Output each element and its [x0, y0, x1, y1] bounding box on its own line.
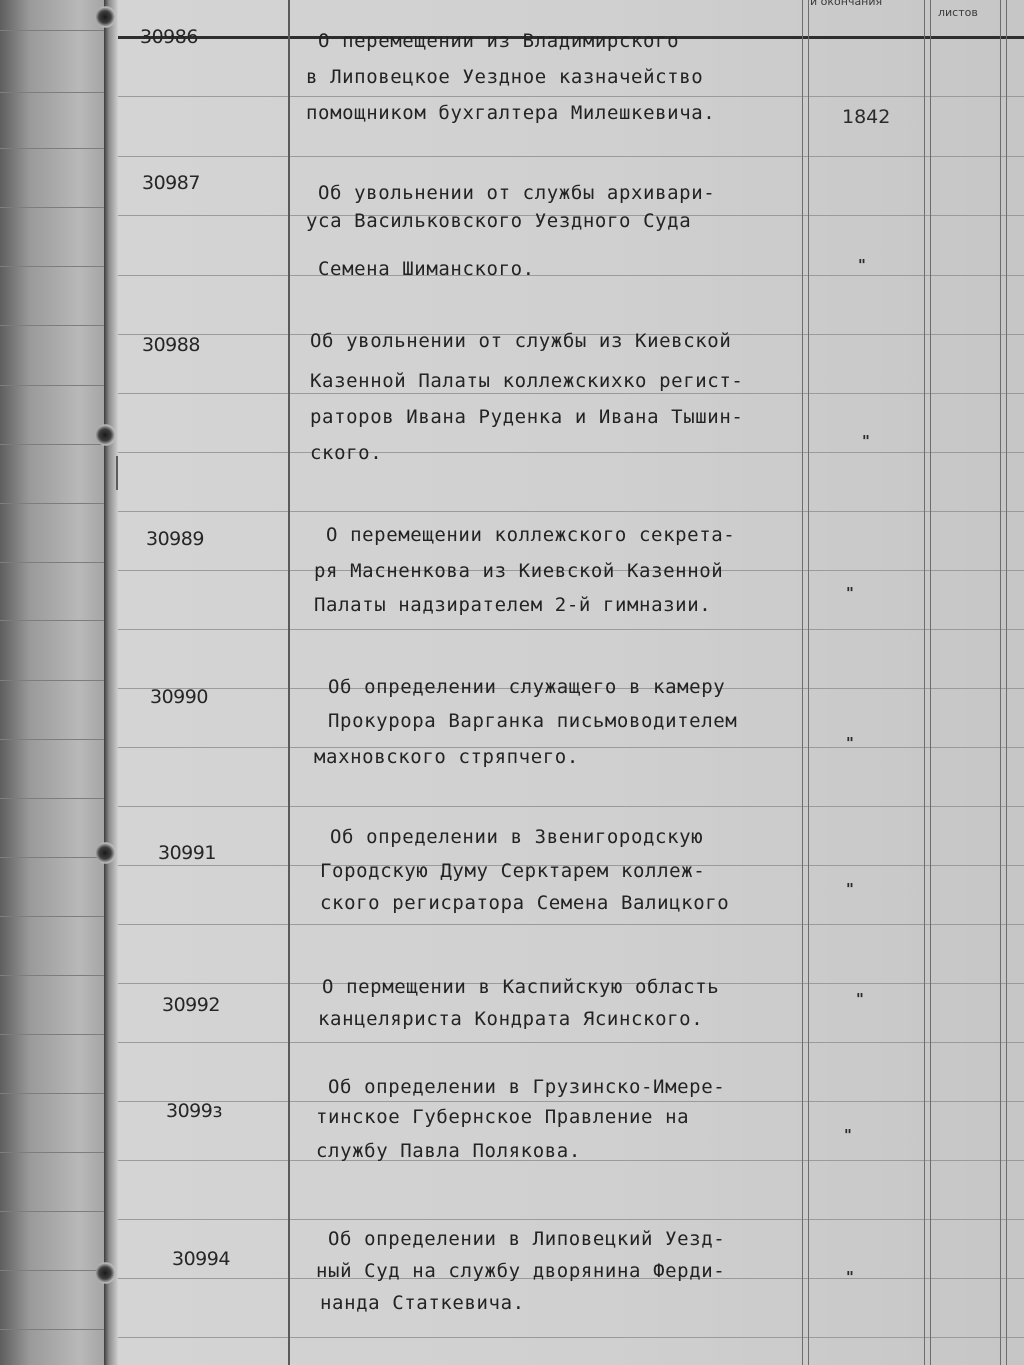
ruled-line [118, 629, 1024, 630]
left-page-rule [0, 739, 106, 740]
entry-text-line: Об определении в Грузинско-Имере- [328, 1076, 726, 1098]
entry-number: 30989 [146, 528, 204, 550]
ditto-mark: " [856, 990, 864, 1008]
ruled-line [118, 1042, 1024, 1043]
book-spine [104, 0, 118, 1365]
entry-number: 30992 [162, 994, 220, 1016]
left-page-rule [0, 148, 106, 149]
left-page-rule [0, 1093, 106, 1094]
column-rule [1000, 0, 1001, 1365]
entry-text-line: О пермещении в Каспийскую область [322, 976, 720, 998]
ruled-line [118, 1219, 1024, 1220]
entry-text-line: О перемещении коллежского секрета- [326, 524, 736, 546]
entry-text-line: Об увольнении от службы из Киевской [310, 330, 732, 352]
ruled-line [118, 452, 1024, 453]
entry-text-line: ского регисратора Семена Валицкого [320, 892, 730, 914]
entry-number: 30991 [158, 842, 216, 864]
left-page-rule [0, 916, 106, 917]
entry-text-line: Прокурора Варганка письмоводителем [328, 710, 738, 732]
entry-text-line: Об увольнении от службы архивари- [318, 182, 716, 204]
ditto-mark: " [844, 1126, 852, 1144]
entry-text-line: нанда Статкевича. [320, 1292, 525, 1314]
entry-text-line: тинское Губернское Правление на [316, 1106, 690, 1128]
pencil-mark [116, 456, 118, 490]
entry-text-line: Казенной Палаты коллежскихко регист- [310, 370, 744, 392]
column-rule [924, 0, 925, 1365]
left-page-rule [0, 975, 106, 976]
entry-number: 30986 [140, 26, 198, 48]
ruled-line [118, 156, 1024, 157]
ruled-line [118, 275, 1024, 276]
ruled-line [118, 1101, 1024, 1102]
left-page-rule [0, 444, 106, 445]
column-header-end-date: и окончания [810, 0, 883, 8]
left-page-rule [0, 266, 106, 267]
entry-text-line: в Липовецкое Уездное казначейство [306, 66, 704, 88]
ditto-mark: " [846, 1268, 854, 1286]
left-page-rule [0, 207, 106, 208]
entry-text-line: канцеляриста Кондрата Ясинского. [318, 1008, 704, 1030]
entry-text-line: махновского стряпчего. [314, 746, 579, 768]
column-header-sheets: листов [938, 6, 978, 19]
entry-text-line: Об определении в Звенигородскую [330, 826, 704, 848]
entry-text-line: ского. [310, 442, 383, 464]
binding-hole [96, 424, 116, 446]
entry-number: 3099з [166, 1100, 222, 1122]
ruled-line [118, 393, 1024, 394]
left-page-rule [0, 562, 106, 563]
entry-text-line: раторов Ивана Руденка и Ивана Тышин- [310, 406, 744, 428]
entry-year: 1842 [842, 106, 891, 128]
entry-number: 30990 [150, 686, 208, 708]
left-page-rule [0, 857, 106, 858]
entry-text-line: ный Суд на службу дворянина Ферди- [316, 1260, 726, 1282]
ruled-line [118, 511, 1024, 512]
ditto-mark: " [846, 880, 854, 898]
ruled-line [118, 1337, 1024, 1338]
entry-text-line: Палаты надзирателем 2-й гимназии. [314, 594, 712, 616]
column-rule [1006, 0, 1007, 1365]
column-rule [288, 0, 290, 1365]
entry-text-line: Семена Шиманского. [318, 258, 535, 280]
left-page-rule [0, 680, 106, 681]
left-page-rule [0, 798, 106, 799]
entry-text-line: Об определении в Липовецкий Уезд- [328, 1228, 726, 1250]
ditto-mark: " [858, 256, 866, 274]
ditto-mark: " [862, 432, 870, 450]
left-page-rule [0, 1211, 106, 1212]
left-page-rule [0, 503, 106, 504]
binding-hole [96, 842, 116, 864]
binding-hole [96, 6, 116, 28]
left-page-rule [0, 30, 106, 31]
entry-text-line: уса Васильковского Уездного Суда [306, 210, 692, 232]
left-page-edge [0, 0, 106, 1365]
left-page-rule [0, 1034, 106, 1035]
left-page-rule [0, 1270, 106, 1271]
column-rule [802, 0, 803, 1365]
column-rule [808, 0, 809, 1365]
entry-number: 30988 [142, 334, 200, 356]
left-page-rule [0, 1152, 106, 1153]
entry-text-line: О перемещении из Владимирского [318, 30, 680, 52]
ruled-line [118, 924, 1024, 925]
entry-text-line: помощником бухгалтера Милешкевича. [306, 102, 716, 124]
left-page-rule [0, 385, 106, 386]
left-page-rule [0, 1329, 106, 1330]
entry-text-line: ря Масненкова из Киевской Казенной [314, 560, 724, 582]
ditto-mark: " [846, 584, 854, 602]
entry-text-line: Городскую Думу Серктарем коллеж- [320, 860, 706, 882]
entry-text-line: Об определении служащего в камеру [328, 676, 726, 698]
entry-number: 30987 [142, 172, 200, 194]
column-rule [930, 0, 931, 1365]
ditto-mark: " [846, 734, 854, 752]
ruled-line [118, 96, 1024, 97]
left-page-rule [0, 325, 106, 326]
binding-hole [96, 1262, 116, 1284]
entry-number: 30994 [172, 1248, 230, 1270]
ruled-line [118, 806, 1024, 807]
left-page-rule [0, 92, 106, 93]
entry-text-line: службу Павла Полякова. [316, 1140, 581, 1162]
left-page-rule [0, 620, 106, 621]
